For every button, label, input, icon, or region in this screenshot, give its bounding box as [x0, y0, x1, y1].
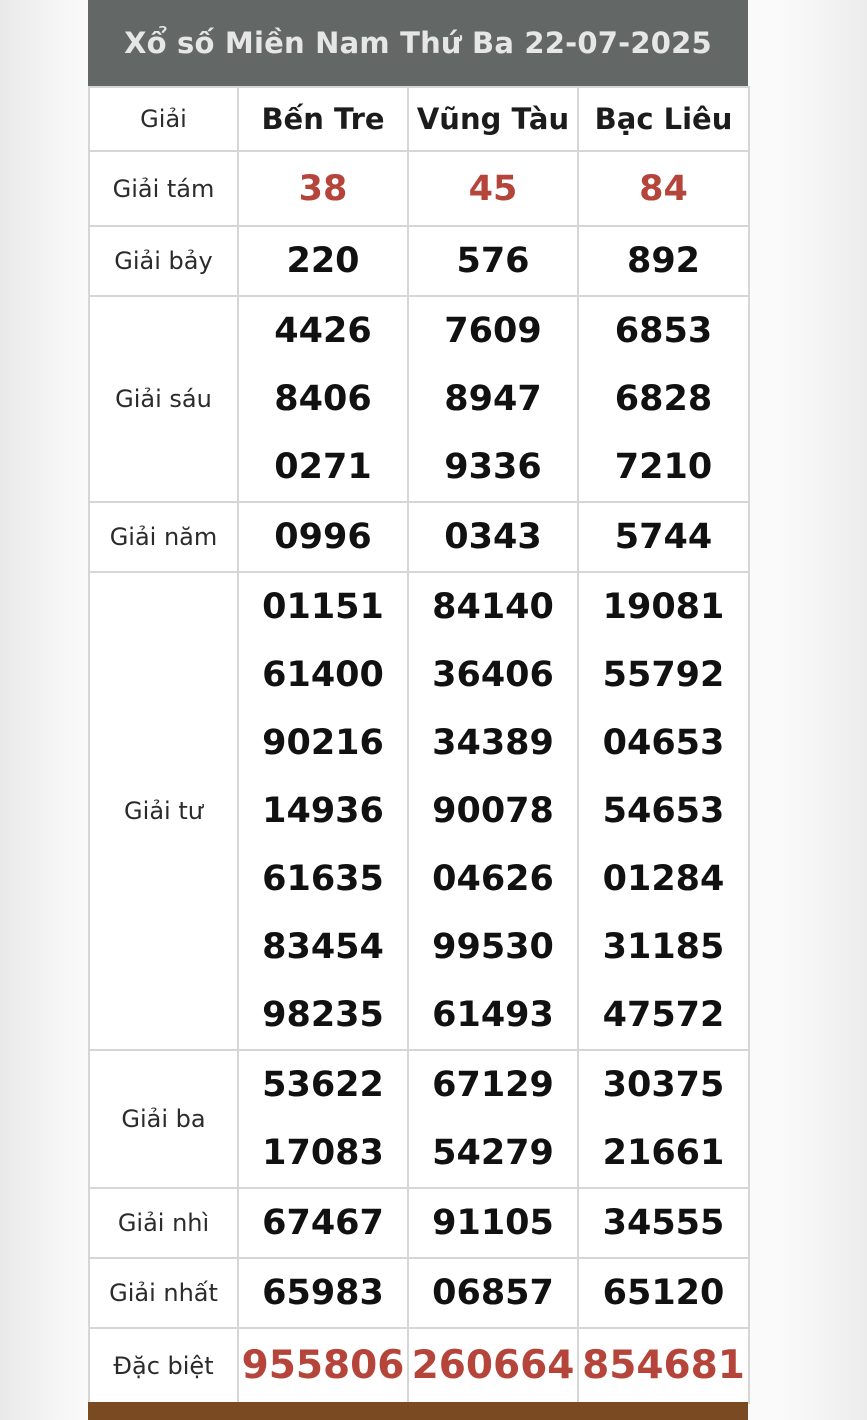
result-number: 7210 — [614, 447, 713, 487]
result-number: 34555 — [602, 1203, 725, 1243]
prize-row-dac-biet — [89, 1328, 749, 1403]
prize-row-giai-tu — [89, 572, 749, 1050]
result-cell-vung-tau — [408, 1050, 578, 1188]
result-number: 65983 — [262, 1273, 384, 1313]
result-number: 67467 — [262, 1203, 384, 1243]
result-cell-vung-tau — [408, 226, 578, 296]
result-number: 19081 — [602, 587, 725, 627]
prize-label: Giải nhất — [89, 1258, 238, 1328]
result-number: 892 — [626, 241, 701, 281]
result-number: 8406 — [274, 379, 372, 419]
result-number: 31185 — [602, 927, 725, 967]
result-cell-vung-tau — [408, 502, 578, 572]
result-number: 9336 — [444, 447, 542, 487]
result-number: 220 — [286, 241, 360, 281]
result-number: 99530 — [432, 927, 554, 967]
page-title: Xổ số Miền Nam Thứ Ba 22-07-2025 — [88, 0, 748, 86]
prize-label: Giải tám — [89, 151, 238, 226]
prize-label: Giải nhì — [89, 1188, 238, 1258]
result-number: 45 — [468, 168, 518, 209]
result-number: 0343 — [444, 517, 542, 557]
result-number: 67129 — [432, 1065, 554, 1105]
result-number: 5744 — [614, 517, 713, 557]
result-number: 14936 — [262, 791, 384, 831]
result-number: 576 — [456, 241, 530, 281]
result-cell-bac-lieu — [578, 572, 749, 1050]
result-cell-vung-tau — [408, 1328, 578, 1403]
result-number: 36406 — [432, 655, 554, 695]
result-cell-vung-tau — [408, 296, 578, 502]
result-cell-ben-tre — [238, 296, 408, 502]
result-cell-bac-lieu — [578, 151, 749, 226]
result-number: 61635 — [262, 859, 384, 899]
result-number: 30375 — [602, 1065, 725, 1105]
result-number: 854681 — [582, 1342, 745, 1388]
result-number: 54653 — [602, 791, 725, 831]
result-number: 01284 — [602, 859, 725, 899]
prize-row-giai-nhi — [89, 1188, 749, 1258]
result-number: 65120 — [602, 1273, 725, 1313]
result-number: 7609 — [444, 311, 542, 351]
result-number: 0271 — [274, 447, 372, 487]
result-number: 04626 — [432, 859, 554, 899]
result-cell-vung-tau — [408, 1258, 578, 1328]
lottery-results-panel — [88, 0, 748, 1420]
result-number: 34389 — [432, 723, 554, 763]
result-cell-ben-tre — [238, 572, 408, 1050]
result-number: 06857 — [432, 1273, 554, 1313]
result-number: 8947 — [444, 379, 542, 419]
result-number: 55792 — [602, 655, 725, 695]
result-cell-bac-lieu — [578, 296, 749, 502]
prize-row-giai-bay — [89, 226, 749, 296]
result-number: 84 — [639, 168, 688, 209]
result-number: 4426 — [274, 311, 372, 351]
result-cell-bac-lieu — [578, 502, 749, 572]
result-number: 90216 — [262, 723, 384, 763]
result-number: 61400 — [262, 655, 384, 695]
result-number: 47572 — [602, 995, 725, 1035]
table-header-row — [89, 87, 749, 151]
prize-row-giai-sau — [89, 296, 749, 502]
prize-row-giai-ba — [89, 1050, 749, 1188]
result-number: 54279 — [432, 1133, 554, 1173]
result-number: 21661 — [602, 1133, 725, 1173]
result-number: 83454 — [262, 927, 384, 967]
result-cell-ben-tre — [238, 502, 408, 572]
result-number: 84140 — [432, 587, 554, 627]
result-cell-bac-lieu — [578, 226, 749, 296]
result-number: 01151 — [262, 587, 384, 627]
prize-row-giai-tam — [89, 151, 749, 226]
result-number: 04653 — [602, 723, 725, 763]
result-number: 61493 — [432, 995, 554, 1035]
result-number: 98235 — [262, 995, 384, 1035]
result-cell-bac-lieu — [578, 1188, 749, 1258]
result-cell-vung-tau — [408, 151, 578, 226]
result-cell-vung-tau — [408, 1188, 578, 1258]
prize-label: Giải sáu — [89, 296, 238, 502]
prize-label: Đặc biệt — [89, 1328, 238, 1403]
result-number: 0996 — [274, 517, 372, 557]
result-number: 955806 — [241, 1342, 405, 1388]
results-table — [88, 86, 750, 1404]
province-header-ben-tre: Bến Tre — [238, 87, 408, 151]
result-number: 6828 — [614, 379, 713, 419]
result-cell-bac-lieu — [578, 1328, 749, 1403]
province-header-bac-lieu: Bạc Liêu — [578, 87, 749, 151]
result-cell-ben-tre — [238, 1328, 408, 1403]
result-cell-vung-tau — [408, 572, 578, 1050]
prize-label: Giải ba — [89, 1050, 238, 1188]
result-number: 17083 — [262, 1133, 384, 1173]
result-number: 38 — [298, 168, 348, 209]
result-number: 6853 — [614, 311, 713, 351]
result-cell-bac-lieu — [578, 1050, 749, 1188]
result-cell-ben-tre — [238, 226, 408, 296]
prize-label: Giải bảy — [89, 226, 238, 296]
prize-label: Giải năm — [89, 502, 238, 572]
prize-label: Giải tư — [89, 572, 238, 1050]
result-cell-ben-tre — [238, 151, 408, 226]
footer-bar — [88, 1402, 748, 1420]
result-number: 91105 — [432, 1203, 554, 1243]
result-number: 53622 — [262, 1065, 384, 1105]
prize-row-giai-nhat — [89, 1258, 749, 1328]
result-cell-ben-tre — [238, 1188, 408, 1258]
prize-column-header: Giải — [89, 87, 238, 151]
prize-row-giai-nam — [89, 502, 749, 572]
result-cell-ben-tre — [238, 1050, 408, 1188]
result-number: 260664 — [411, 1342, 575, 1388]
result-number: 90078 — [432, 791, 554, 831]
result-cell-bac-lieu — [578, 1258, 749, 1328]
province-header-vung-tau: Vũng Tàu — [408, 87, 578, 151]
result-cell-ben-tre — [238, 1258, 408, 1328]
